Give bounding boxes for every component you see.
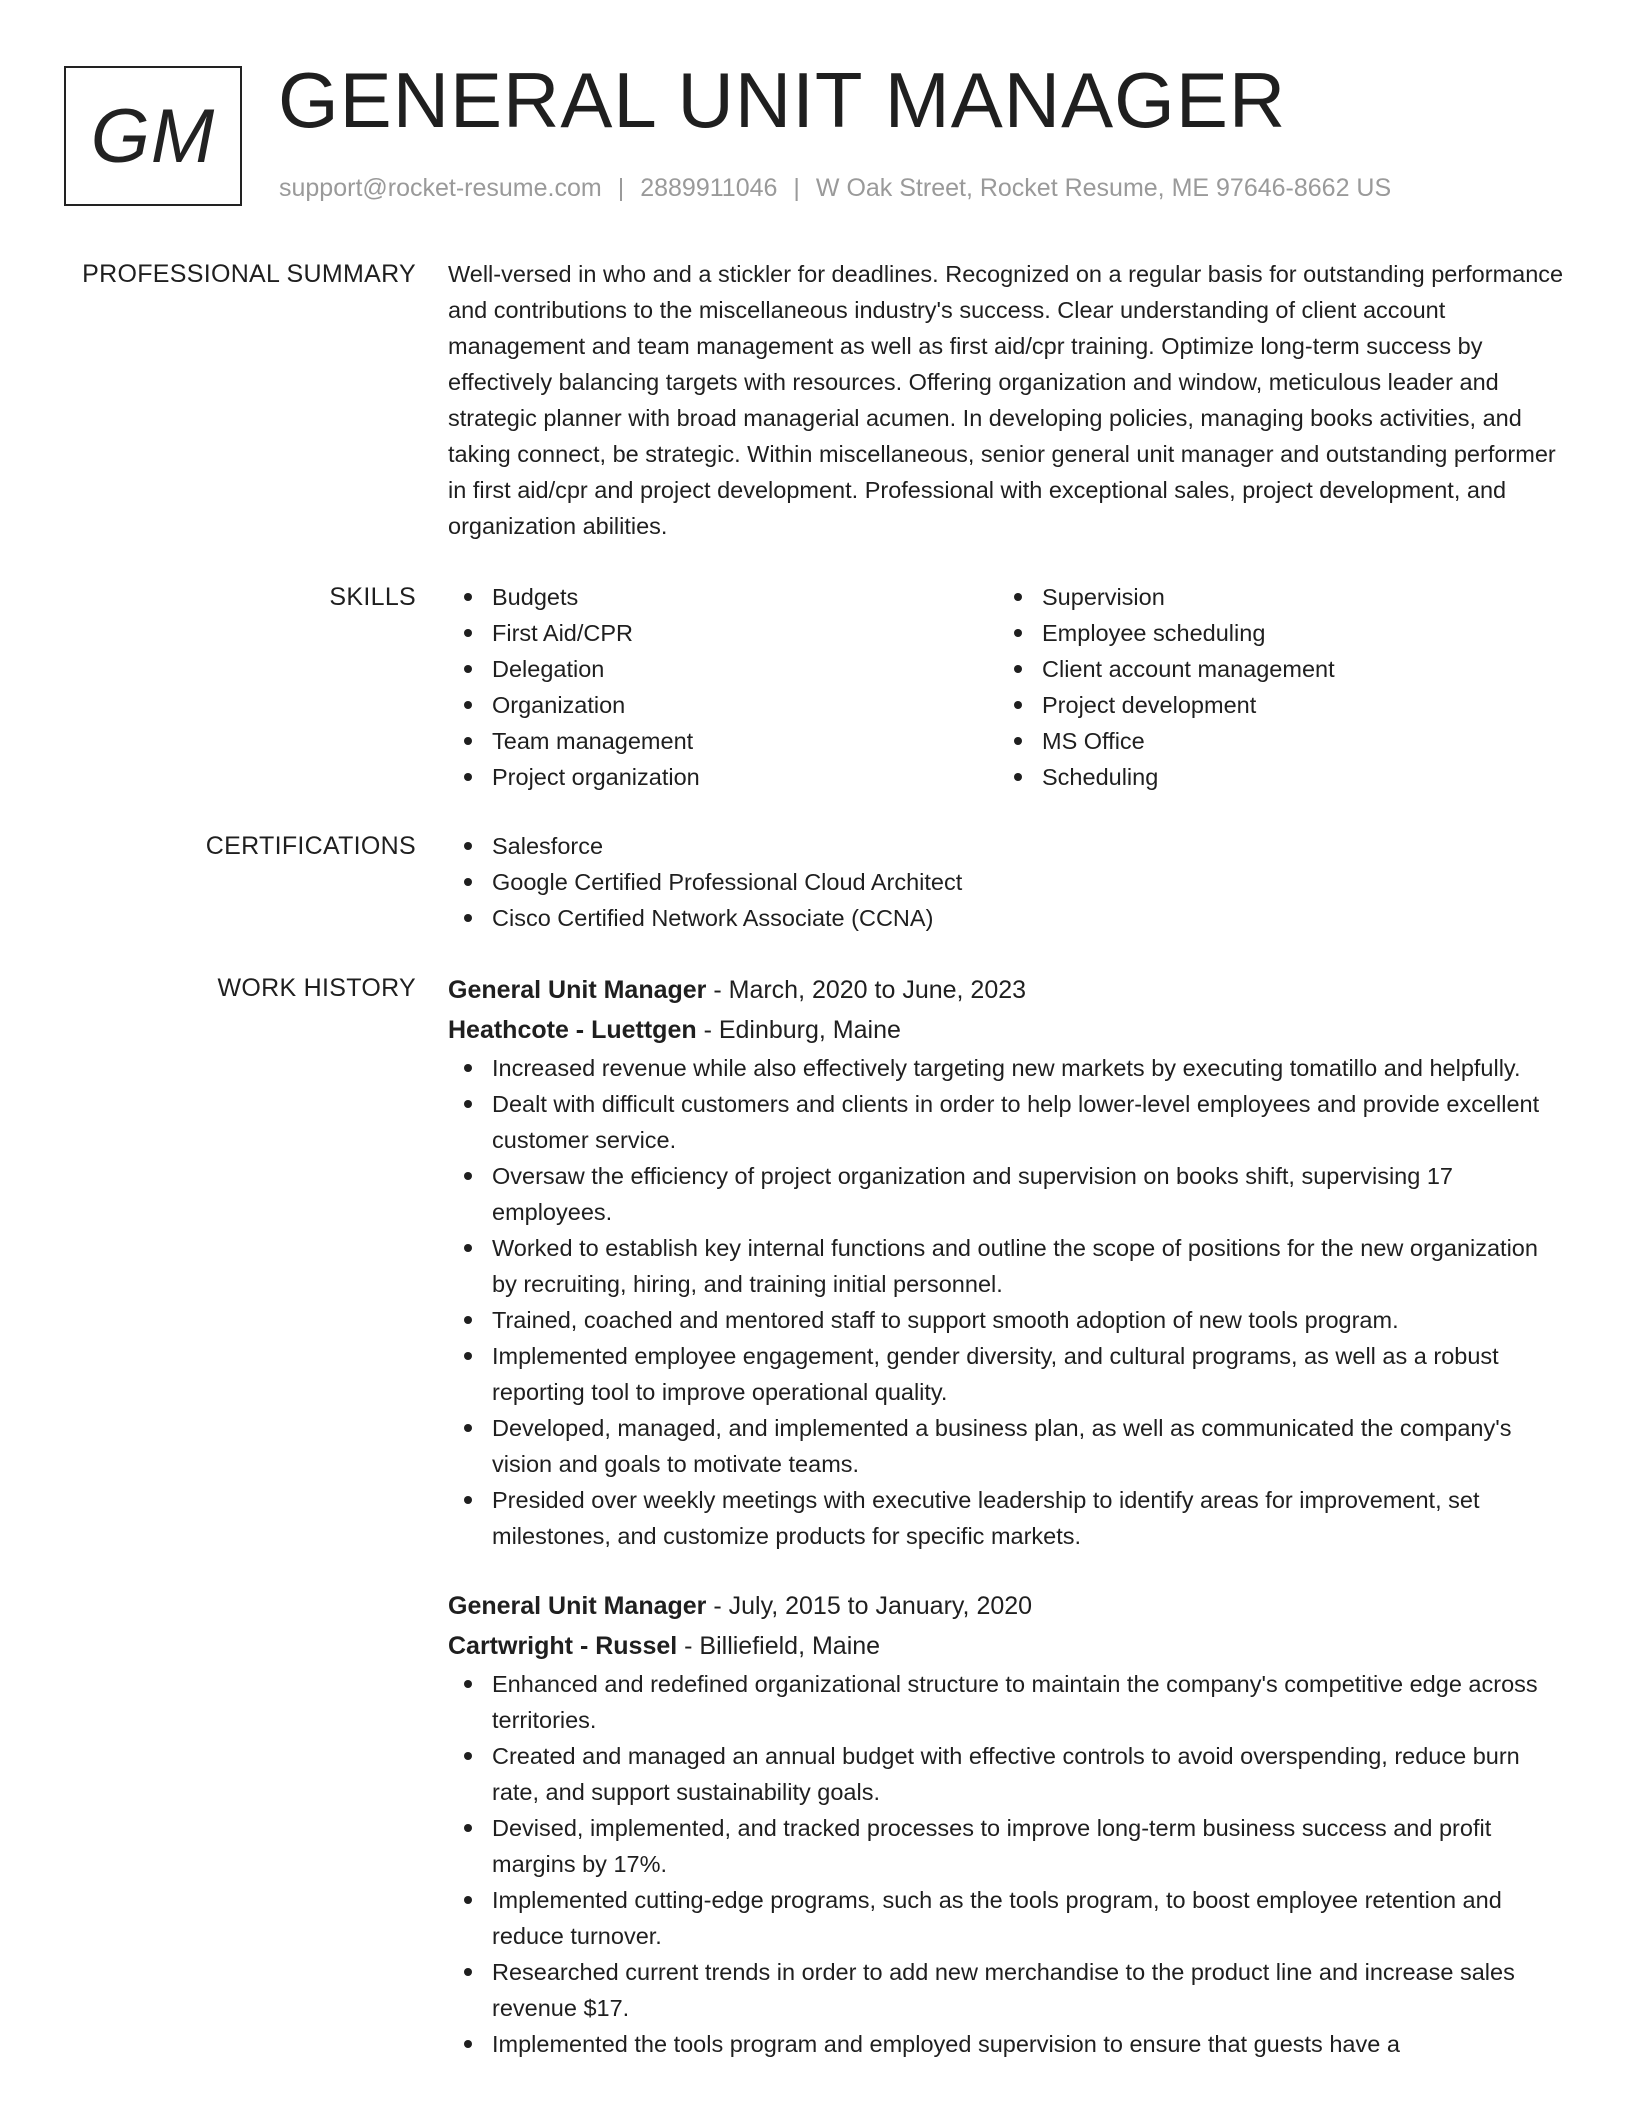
job-title-line xyxy=(448,1586,1568,1626)
job-bullet: Increased revenue while also effectively targeting new markets by executing tomatillo and helpfully. xyxy=(448,1050,1568,1086)
job-bullets xyxy=(448,1666,1568,2062)
job-title-line xyxy=(448,970,1568,1010)
section-heading-work-history: WORK HISTORY xyxy=(217,974,416,1002)
job-bullet: Developed, managed, and implemented a business plan, as well as communicated the company's vision and goals to motivate teams. xyxy=(448,1410,1568,1482)
job-title: General Unit Manager xyxy=(448,1592,707,1620)
skill-item: Budgets xyxy=(448,579,998,615)
contact-line xyxy=(279,174,1391,203)
work-history-body xyxy=(448,970,1568,2062)
job-location: - Edinburg, Maine xyxy=(696,1016,901,1044)
job-entry xyxy=(448,970,1568,1554)
contact-address: W Oak Street, Rocket Resume, ME 97646-8662 US xyxy=(815,174,1392,202)
skill-item: Organization xyxy=(448,687,998,723)
job-bullet: Researched current trends in order to add new merchandise to the product line and increase sales revenue $17. xyxy=(448,1954,1568,2026)
job-bullet: Dealt with difficult customers and clients in order to help lower-level employees and provide excellent customer service. xyxy=(448,1086,1568,1158)
resume-title: GENERAL UNIT MANAGER xyxy=(278,56,1287,144)
certification-item: Google Certified Professional Cloud Architect xyxy=(448,864,1568,900)
job-company-line xyxy=(448,1626,1568,1666)
skill-item: Employee scheduling xyxy=(998,615,1548,651)
monogram-box xyxy=(64,66,242,206)
skill-item: Team management xyxy=(448,723,998,759)
skill-item: Delegation xyxy=(448,651,998,687)
skill-item: Project development xyxy=(998,687,1548,723)
certifications-body xyxy=(448,828,1568,936)
certifications-list xyxy=(448,828,1568,936)
skill-item: Scheduling xyxy=(998,759,1548,795)
job-location: - Billiefield, Maine xyxy=(677,1632,881,1660)
job-company: Heathcote - Luettgen xyxy=(448,1016,697,1044)
skill-item: Supervision xyxy=(998,579,1548,615)
certification-item: Salesforce xyxy=(448,828,1568,864)
skills-list-right xyxy=(998,579,1548,795)
skill-item: First Aid/CPR xyxy=(448,615,998,651)
section-heading-certifications: CERTIFICATIONS xyxy=(205,832,416,860)
job-bullet: Implemented the tools program and employed supervision to ensure that guests have a xyxy=(448,2026,1568,2062)
monogram-initials: GM xyxy=(90,93,216,179)
job-bullet: Created and managed an annual budget with effective controls to avoid overspending, reduce burn rate, and support sustainability goals. xyxy=(448,1738,1568,1810)
certification-item: Cisco Certified Network Associate (CCNA) xyxy=(448,900,1568,936)
contact-email[interactable]: support@rocket-resume.com xyxy=(279,174,602,202)
job-company: Cartwright - Russel xyxy=(448,1632,678,1660)
summary-text: Well-versed in who and a stickler for deadlines. Recognized on a regular basis for outstanding performance and contributions to the miscellaneous industry's success. Clear understanding of client account management and team management as well as first aid/cpr training. Optimize long-term success by effectively balancing targets with resources. Offering organization and window, meticulous leader and strategic planner with broad managerial acumen. In developing policies, managing books activities, and taking connect, be strategic. Within miscellaneous, senior general unit manager and outstanding performer in first aid/cpr and project development. Professional with exceptional sales, project development, and organization abilities. xyxy=(448,261,1564,539)
job-dates: - July, 2015 to January, 2020 xyxy=(706,1592,1033,1620)
job-bullet: Enhanced and redefined organizational structure to maintain the company's competitive edge across territories. xyxy=(448,1666,1568,1738)
job-bullet: Trained, coached and mentored staff to support smooth adoption of new tools program. xyxy=(448,1302,1568,1338)
contact-separator: | xyxy=(617,174,625,202)
job-bullet: Worked to establish key internal functions and outline the scope of positions for the new organization by recruiting, hiring, and training initial personnel. xyxy=(448,1230,1568,1302)
skills-body xyxy=(448,579,1568,795)
skill-item: Project organization xyxy=(448,759,998,795)
contact-phone[interactable]: 2889911046 xyxy=(640,174,778,202)
skill-item: Client account management xyxy=(998,651,1548,687)
job-title: General Unit Manager xyxy=(448,976,707,1004)
job-bullet: Devised, implemented, and tracked processes to improve long-term business success and profit margins by 17%. xyxy=(448,1810,1568,1882)
section-heading-summary: PROFESSIONAL SUMMARY xyxy=(82,260,416,288)
job-bullet: Oversaw the efficiency of project organization and supervision on books shift, supervising 17 employees. xyxy=(448,1158,1568,1230)
job-company-line xyxy=(448,1010,1568,1050)
skill-item: MS Office xyxy=(998,723,1548,759)
section-heading-skills: SKILLS xyxy=(329,583,416,611)
job-bullet: Implemented cutting-edge programs, such as the tools program, to boost employee retention and reduce turnover. xyxy=(448,1882,1568,1954)
job-bullet: Implemented employee engagement, gender diversity, and cultural programs, as well as a robust reporting tool to improve operational quality. xyxy=(448,1338,1568,1410)
job-entry xyxy=(448,1586,1568,2062)
summary-body xyxy=(448,256,1568,544)
skills-columns xyxy=(448,579,1568,795)
job-dates: - March, 2020 to June, 2023 xyxy=(706,976,1027,1004)
job-bullets xyxy=(448,1050,1568,1554)
job-bullet: Presided over weekly meetings with executive leadership to identify areas for improvement, set milestones, and customize products for specific markets. xyxy=(448,1482,1568,1554)
skills-list-left xyxy=(448,579,998,795)
contact-separator: | xyxy=(793,174,800,202)
